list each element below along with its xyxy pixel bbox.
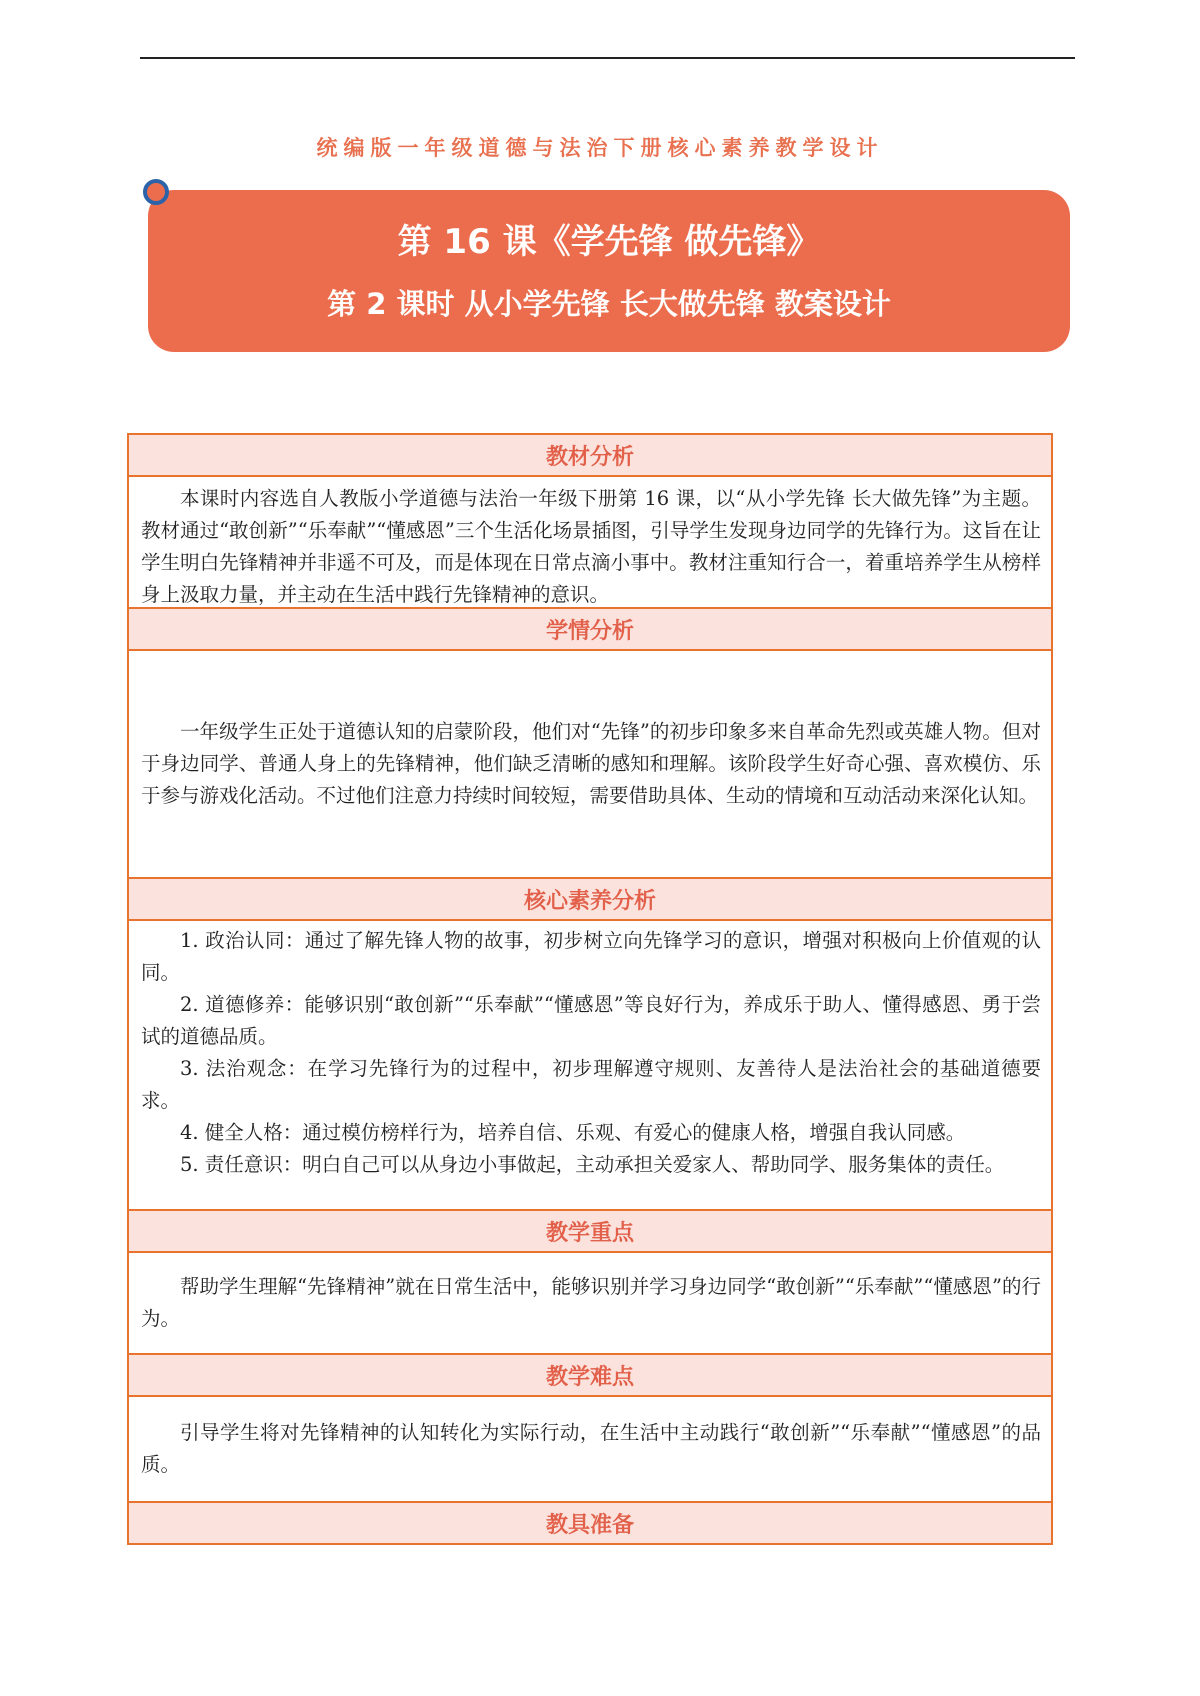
list-item: 2. 道德修养：能够识别“敢创新”“乐奉献”“懂感恩”等良好行为，养成乐于助人、懂得感恩、勇于尝试的道德品质。 xyxy=(141,993,1041,1048)
section-heading-students: 学情分析 xyxy=(129,607,1051,651)
section-heading-tools: 教具准备 xyxy=(129,1501,1051,1543)
section-heading-difficulties: 教学难点 xyxy=(129,1353,1051,1397)
list-item: 4. 健全人格：通过模仿榜样行为，培养自信、乐观、有爱心的健康人格，增强自我认同感。 xyxy=(180,1121,966,1144)
section-body-students xyxy=(129,651,1051,877)
lesson-subtitle: 第 2 课时 从小学先锋 长大做先锋 教案设计 xyxy=(327,287,891,321)
paragraph: 一年级学生正处于道德认知的启蒙阶段，他们对“先锋”的初步印象多来自革命先烈或英雄人物。但对于身边同学、普通人身上的先锋精神，他们缺乏清晰的感知和理解。该阶段学生好奇心强、喜欢模仿、乐于参与游戏化活动。不过他们注意力持续时间较短，需要借助具体、生动的情境和互动活动来深化认知。 xyxy=(141,720,1041,807)
top-rule xyxy=(140,57,1075,59)
section-body-literacy xyxy=(129,925,1051,1207)
list-item: 5. 责任意识：明白自己可以从身边小事做起，主动承担关爱家人、帮助同学、服务集体的责任。 xyxy=(180,1153,1005,1176)
banner-dot-icon xyxy=(143,179,169,205)
paragraph: 帮助学生理解“先锋精神”就在日常生活中，能够识别并学习身边同学“敢创新”“乐奉献”“懂感恩”的行为。 xyxy=(141,1275,1041,1330)
section-body-material xyxy=(129,483,1051,607)
section-heading-material: 教材分析 xyxy=(129,435,1051,477)
section-body-difficulties xyxy=(129,1397,1051,1501)
paragraph: 本课时内容选自人教版小学道德与法治一年级下册第 16 课，以“从小学先锋 长大做先锋”为主题。教材通过“敢创新”“乐奉献”“懂感恩”三个生活化场景插图，引导学生发现身边同学的先锋行为。这旨在让学生明白先锋精神并非遥不可及，而是体现在日常点滴小事中。教材注重知行合一，着重培养学生从榜样身上汲取力量，并主动在生活中践行先锋精神的意识。 xyxy=(141,487,1041,606)
paragraph: 引导学生将对先锋精神的认知转化为实际行动，在生活中主动践行“敢创新”“乐奉献”“懂感恩”的品质。 xyxy=(141,1421,1041,1476)
lesson-title: 第 16 课《学先锋 做先锋》 xyxy=(397,222,821,262)
list-item: 3. 法治观念：在学习先锋行为的过程中，初步理解遵守规则、友善待人是法治社会的基础道德要求。 xyxy=(141,1057,1041,1112)
series-title: 统编版一年级道德与法治下册核心素养教学设计 xyxy=(316,136,884,160)
lesson-plan-table xyxy=(127,433,1053,1545)
section-heading-literacy: 核心素养分析 xyxy=(129,877,1051,921)
list-item: 1. 政治认同：通过了解先锋人物的故事，初步树立向先锋学习的意识，增强对积极向上价值观的认同。 xyxy=(141,929,1041,984)
section-heading-key-points: 教学重点 xyxy=(129,1209,1051,1253)
lesson-banner xyxy=(148,190,1070,352)
section-body-key-points xyxy=(129,1253,1051,1353)
